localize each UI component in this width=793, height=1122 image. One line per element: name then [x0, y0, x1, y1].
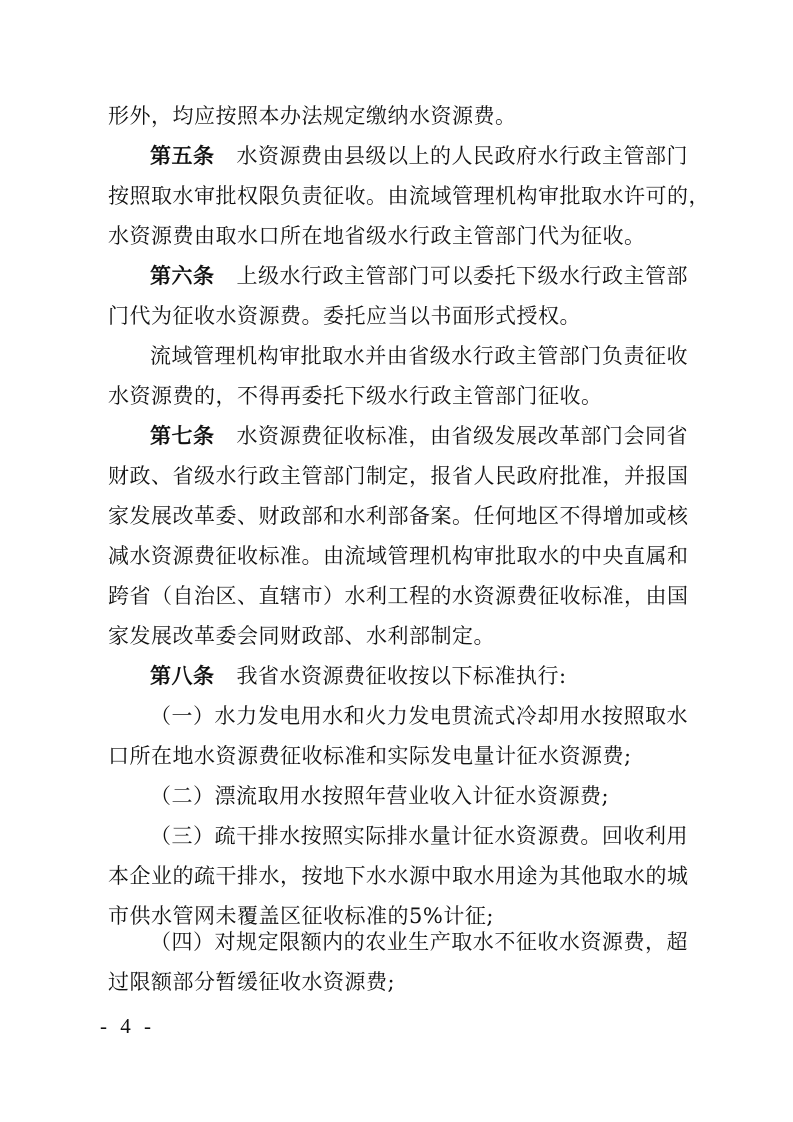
paragraph-line: 水资源费的，不得再委托下级水行政主管部门征收。: [108, 384, 603, 408]
article-5-heading-line: 第五条 水资源费由县级以上的人民政府水行政主管部门: [150, 144, 688, 168]
paragraph-line: （一）水力发电用水和火力发电贯流式冷却用水按照取水: [150, 704, 688, 728]
article-heading: 第七条: [150, 424, 215, 448]
page-number: - 4 -: [100, 1014, 155, 1038]
paragraph-line: 口所在地水资源费征收标准和实际发电量计征水资源费;: [108, 744, 632, 768]
paragraph-line: 减水资源费征收标准。由流域管理机构审批取水的中央直属和: [108, 544, 689, 568]
paragraph-line: 形外，均应按照本办法规定缴纳水资源费。: [108, 104, 517, 128]
article-7-heading-line: 第七条 水资源费征收标准，由省级发展改革部门会同省: [150, 424, 688, 448]
paragraph-line: 门代为征收水资源费。委托应当以书面形式授权。: [108, 304, 581, 328]
article-6-heading-line: 第六条 上级水行政主管部门可以委托下级水行政主管部: [150, 264, 688, 288]
paragraph-line: 家发展改革委会同财政部、水利部制定。: [108, 624, 495, 648]
paragraph-line: 水资源费由取水口所在地省级水行政主管部门代为征收。: [108, 224, 646, 248]
paragraph-line: 按照取水审批权限负责征收。由流域管理机构审批取水许可的，: [108, 184, 710, 208]
paragraph-line: （二）漂流取用水按照年营业收入计征水资源费;: [150, 784, 610, 808]
paragraph-line: 过限额部分暂缓征收水资源费;: [108, 970, 396, 994]
paragraph-line: 家发展改革委、财政部和水利部备案。任何地区不得增加或核: [108, 504, 689, 528]
paragraph-line: （三）疏干排水按照实际排水量计征水资源费。回收利用: [150, 824, 688, 848]
article-heading: 第八条: [150, 664, 215, 688]
paragraph-line: 流域管理机构审批取水并由省级水行政主管部门负责征收: [150, 344, 688, 368]
paragraph-line: （四）对规定限额内的农业生产取水不征收水资源费，超: [150, 930, 688, 954]
article-8-heading-line: 第八条 我省水资源费征收按以下标准执行:: [150, 664, 567, 688]
paragraph-line: 财政、省级水行政主管部门制定，报省人民政府批准，并报国: [108, 464, 689, 488]
paragraph-line: 跨省（自治区、直辖市）水利工程的水资源费征收标准，由国: [108, 584, 689, 608]
article-heading: 第五条: [150, 144, 215, 168]
paragraph-line: 市供水管网未覆盖区征收标准的5%计征;: [108, 904, 494, 928]
article-heading: 第六条: [150, 264, 215, 288]
paragraph-line: 本企业的疏干排水，按地下水水源中取水用途为其他取水的城: [108, 864, 689, 888]
